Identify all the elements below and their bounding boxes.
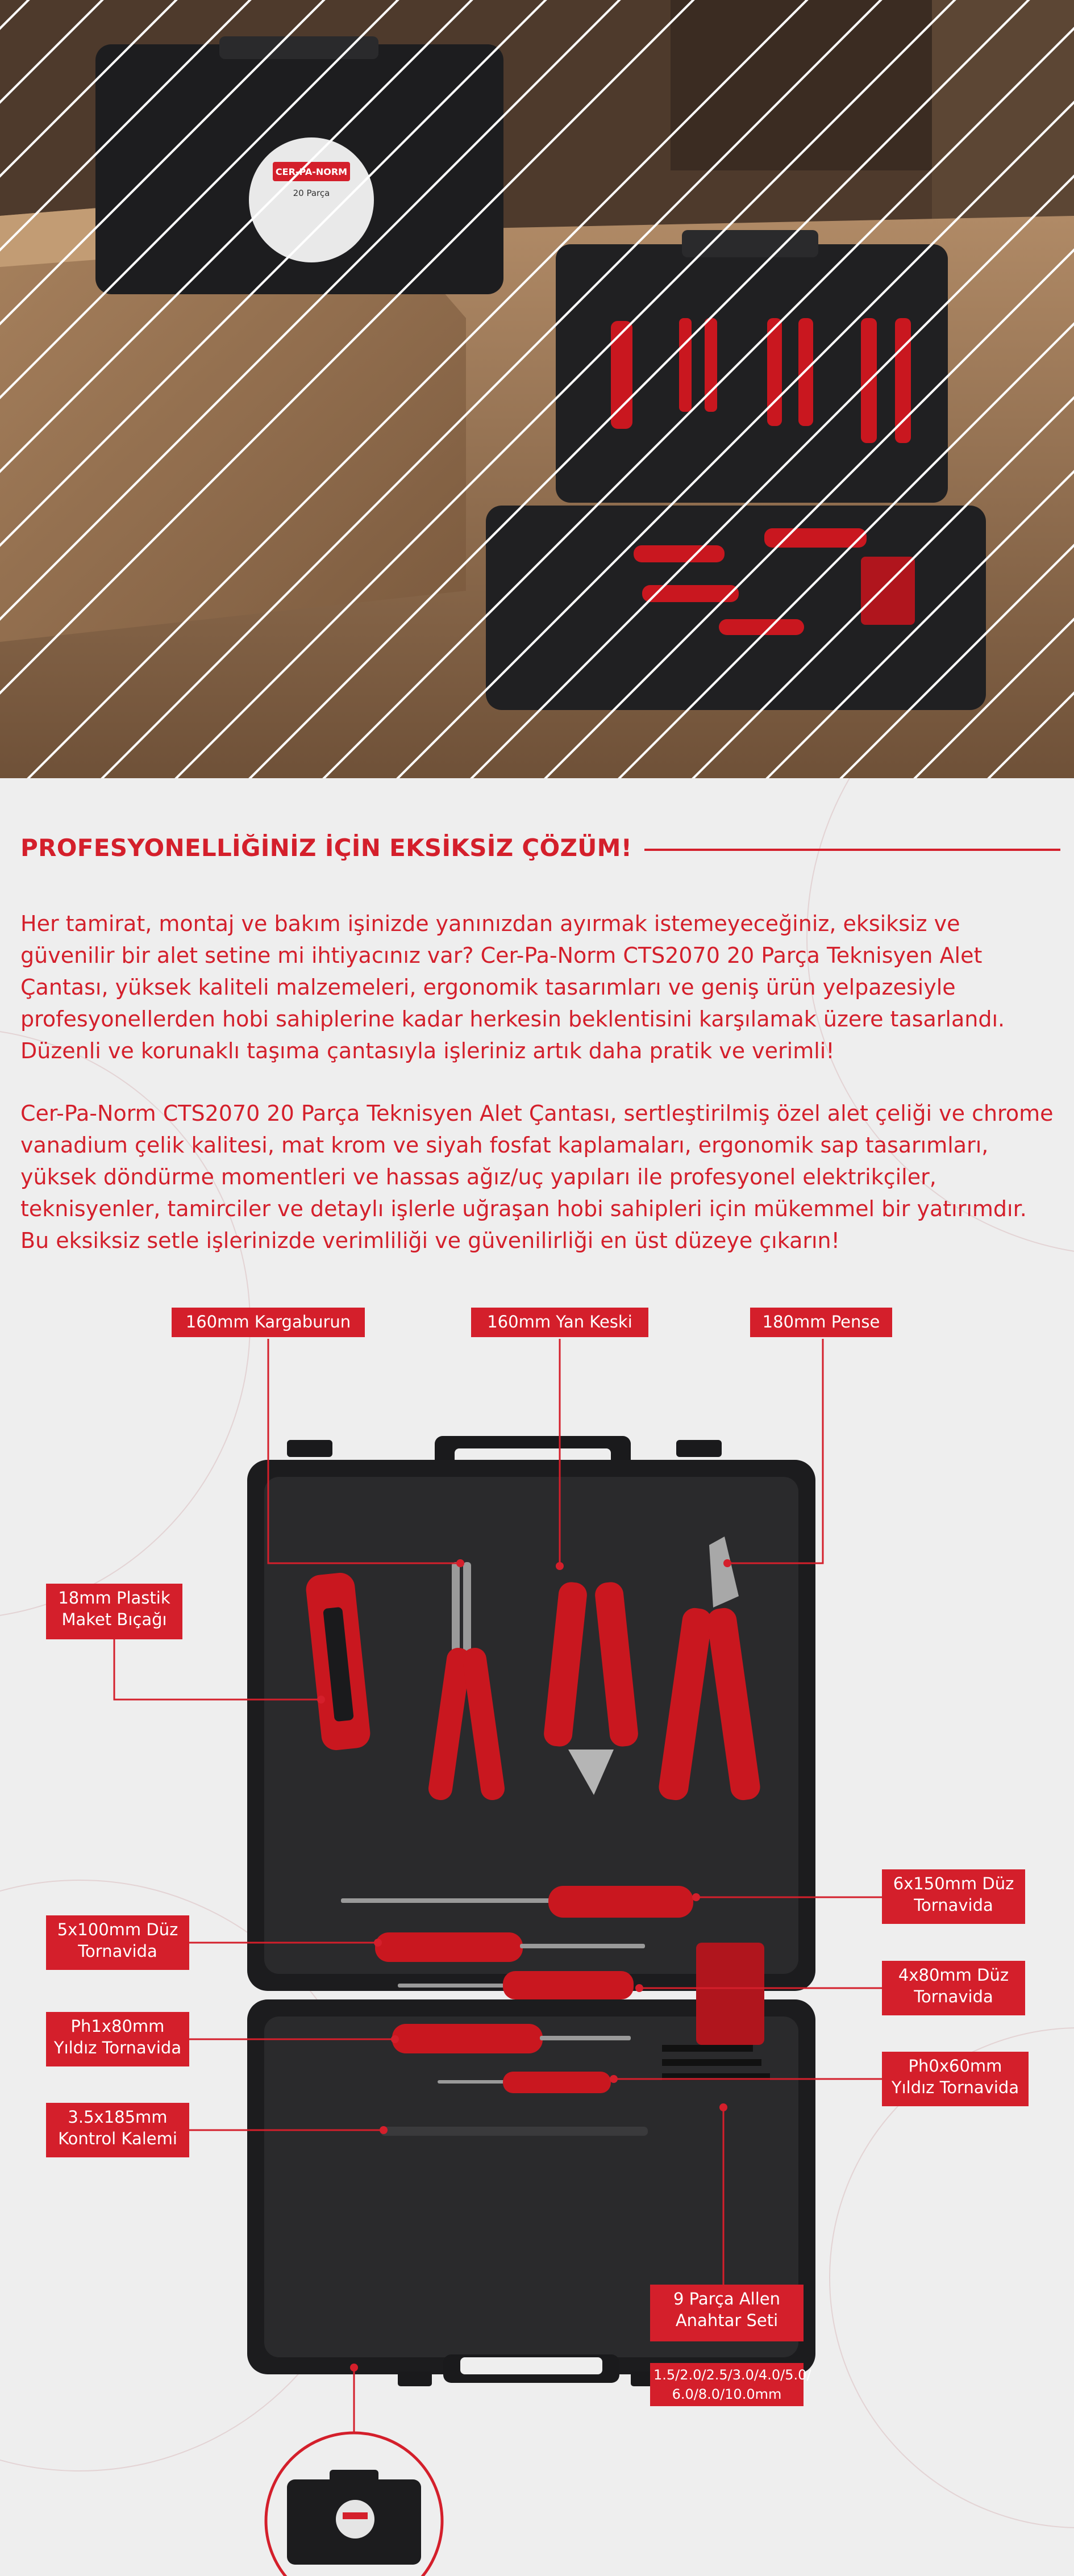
closed-case-inset xyxy=(266,2433,442,2576)
allen-sizes-line1: 1.5/2.0/2.5/3.0/4.0/5.0/ xyxy=(653,2367,811,2383)
label-maket-bicagi xyxy=(46,1584,182,1639)
allen-sizes-line2: 6.0/8.0/10.0mm xyxy=(672,2386,782,2402)
intro-paragraph: Her tamirat, montaj ve bakım işinizde yanınızdan ayırmak istemeyeceğiniz, eksiksiz ve güvenilir bir alet setine mi ihtiyacınız var? Cer-Pa-Norm CTS2070 20 Parça Teknisyen Alet Çantası, yüksek kaliteli malzemeleri, ergonomik tasarımları ve geniş ürün yelpazesiyle profesyonellerden hobi sahiplerine kadar herkesin beklentisini karşılamak üzere tasarlandı. Düzenli ve korunaklı taşıma çantasıyla işleriniz artık daha pratik ve verimli! xyxy=(20,911,1005,1063)
label-ph1-line2: Yıldız Tornavida xyxy=(53,2038,182,2057)
label-ph1x80 xyxy=(46,2012,189,2066)
label-allen-line1: 9 Parça Allen xyxy=(673,2289,781,2308)
label-ph0-line2: Yıldız Tornavida xyxy=(891,2078,1019,2097)
label-maket-line2: Maket Bıçağı xyxy=(61,1610,167,1629)
label-kargaburun: 160mm Kargaburun xyxy=(172,1308,365,1337)
label-allen-set xyxy=(650,2285,804,2341)
label-duz6-line1: 6x150mm Düz xyxy=(893,1874,1014,1893)
closed-case xyxy=(95,36,503,294)
label-duz5-line2: Tornavida xyxy=(78,1942,157,1961)
label-yan-keski: 160mm Yan Keski xyxy=(471,1308,648,1337)
label-allen-line2: Anahtar Seti xyxy=(675,2311,779,2330)
detail-paragraph: Cer-Pa-Norm CTS2070 20 Parça Teknisyen Alet Çantası, sertleştirilmiş özel alet çeliği ve chrome vanadium çelik kalitesi, mat krom ve siyah fosfat kaplamaları, ergonomik sap tasarımları, yüksek döndürme momentleri ve hassas ağız/uç yapıları ile profesyonel elektrikçiler, teknisyenler, tamirciler ve detaylı işlerle uğraşan hobi sahipleri için mükemmel bir yatırımdır. Bu eksiksiz setle işlerinizde verimliliği ve güvenilirliği en üst düzeye çıkarın! xyxy=(20,1101,1054,1253)
label-kalem-line2: Kontrol Kalemi xyxy=(58,2129,177,2148)
label-maket-line1: 18mm Plastik xyxy=(58,1588,170,1608)
label-ph1-line1: Ph1x80mm xyxy=(70,2016,165,2036)
label-ph0-line1: Ph0x60mm xyxy=(908,2056,1002,2076)
open-case xyxy=(486,230,986,710)
label-duz4-line2: Tornavida xyxy=(914,1987,993,2006)
heading-underline xyxy=(644,849,1060,851)
label-duz-6x150 xyxy=(882,1869,1025,1924)
badge-brand: CER-PA-NORM xyxy=(275,166,348,177)
label-duz-4x80 xyxy=(882,1961,1025,2015)
heading-title: PROFESYONELLİĞİNİZ İÇİN EKSİKSİZ ÇÖZÜM! xyxy=(20,833,632,862)
label-pense: 180mm Pense xyxy=(750,1308,892,1337)
voltage-tester xyxy=(381,2127,648,2136)
label-duz5-line1: 5x100mm Düz xyxy=(57,1920,178,1939)
label-kalem-line1: 3.5x185mm xyxy=(68,2107,168,2127)
label-kontrol-kalemi xyxy=(46,2103,189,2157)
label-allen-sizes xyxy=(650,2363,811,2406)
label-duz-5x100 xyxy=(46,1915,189,1970)
hero-illustration xyxy=(0,0,1074,778)
label-ph0x60 xyxy=(882,2052,1029,2106)
hero-photo xyxy=(0,0,1074,778)
label-duz6-line2: Tornavida xyxy=(914,1896,993,1915)
badge-sub: 20 Parça xyxy=(293,188,330,198)
section-heading xyxy=(20,830,1060,865)
label-duz4-line1: 4x80mm Düz xyxy=(898,1965,1009,1985)
